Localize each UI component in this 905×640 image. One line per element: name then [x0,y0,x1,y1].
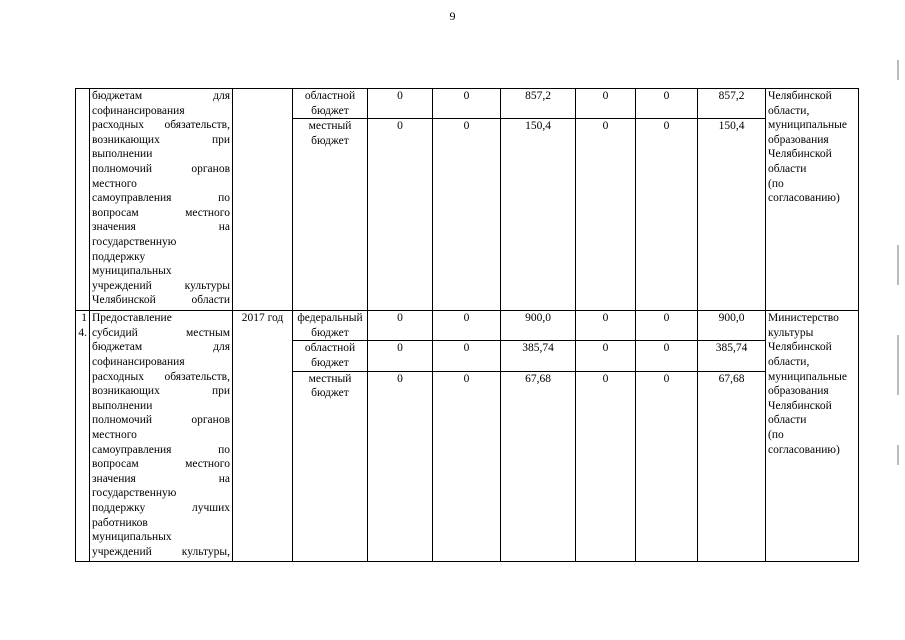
description-cell [90,89,233,311]
text-line: Челябинской [768,341,832,354]
text-line: Предоставление [92,312,172,325]
text-line: государственную [92,487,177,500]
value-cell: 0 [368,89,433,119]
period-cell [233,89,293,311]
text-line: полномочий органов [92,162,230,175]
text-line: расходных обязательств, [92,119,230,132]
text-line: культуры [768,326,814,339]
text-line: выполнении [92,148,153,161]
row-number-cell: 14. [76,311,90,561]
value-cell: 0 [433,311,501,341]
text-line: местного [92,428,137,441]
text-line: государственную [92,235,177,248]
text-line: поддержку лучших [92,501,230,514]
text-line: возникающих при [92,385,230,398]
funding-source: областной бюджет [293,341,368,371]
total-cell: 900,0 [698,311,766,341]
text-line: значения на [92,472,230,485]
text-line: Министерство [768,312,839,325]
value-cell: 0 [636,89,698,119]
total-cell: 385,74 [698,341,766,371]
text-line: учреждений культуры, [92,545,230,558]
text-line: Челябинской [768,399,832,412]
value-cell: 0 [576,119,636,311]
text-line: области, [768,104,810,117]
text-line: вопросам местного [92,206,230,219]
text-line: самоуправления по [92,443,230,456]
text-line: выполнении [92,399,153,412]
text-line: Челябинской [768,148,832,161]
value-cell: 0 [576,311,636,341]
text-line: местного [92,177,137,190]
total-cell: 857,2 [698,89,766,119]
description-cell [90,311,233,561]
value-cell: 0 [368,341,433,371]
value-cell: 385,74 [501,341,576,371]
value-cell: 150,4 [501,119,576,311]
table-row [76,89,859,119]
text-line: бюджетам для [92,90,230,102]
scan-artifact [897,335,899,395]
value-cell: 0 [636,341,698,371]
value-cell: 900,0 [501,311,576,341]
table-row [76,311,859,341]
value-cell: 0 [576,371,636,561]
funding-source: местный бюджет [293,119,368,311]
page-number: 9 [449,9,456,23]
value-cell: 67,68 [501,371,576,561]
text-line: субсидий местным [92,326,230,339]
value-cell: 0 [433,119,501,311]
program-table [75,88,859,562]
text-line: расходных обязательств, [92,370,230,383]
text-line: значения на [92,221,230,234]
executor-cell [766,311,859,561]
text-line: муниципальных [92,265,172,278]
text-line: (по согласованию) [768,428,840,456]
text-line: области [768,414,807,427]
scan-artifact [897,445,899,465]
scan-artifact [897,245,899,285]
row-number-cell [76,89,90,311]
text-line: работников [92,516,148,529]
value-cell: 0 [368,371,433,561]
period-cell: 2017 год [233,311,293,561]
value-cell: 0 [368,311,433,341]
funding-source: областной бюджет [293,89,368,119]
text-line: софинансирования [92,104,185,117]
text-line: учреждений культуры [92,279,230,292]
value-cell: 0 [433,371,501,561]
text-line: полномочий органов [92,414,230,427]
value-cell: 0 [576,89,636,119]
value-cell: 0 [433,89,501,119]
text-line: самоуправления по [92,192,230,205]
funding-source: местный бюджет [293,371,368,561]
text-line: (по согласованию) [768,177,840,205]
text-line: поддержку [92,250,146,263]
funding-source: федеральный бюджет [293,311,368,341]
text-line: муниципальные [768,370,847,383]
value-cell: 0 [576,341,636,371]
text-line: области [768,162,807,175]
total-cell: 150,4 [698,119,766,311]
text-line: Челябинской [768,90,832,102]
value-cell: 0 [433,341,501,371]
total-cell: 67,68 [698,371,766,561]
text-line: муниципальные [768,119,847,132]
text-line: Челябинской области [92,294,230,307]
text-line: вопросам местного [92,458,230,471]
text-line: области, [768,355,810,368]
text-line: возникающих при [92,133,230,146]
value-cell: 0 [636,119,698,311]
value-cell: 0 [636,311,698,341]
value-cell: 857,2 [501,89,576,119]
text-line: бюджетам для [92,341,230,354]
text-line: муниципальных [92,531,172,544]
value-cell: 0 [368,119,433,311]
scan-artifact [897,60,899,80]
text-line: образования [768,385,829,398]
text-line: образования [768,133,829,146]
executor-cell [766,89,859,311]
text-line: софинансирования [92,355,185,368]
value-cell: 0 [636,371,698,561]
